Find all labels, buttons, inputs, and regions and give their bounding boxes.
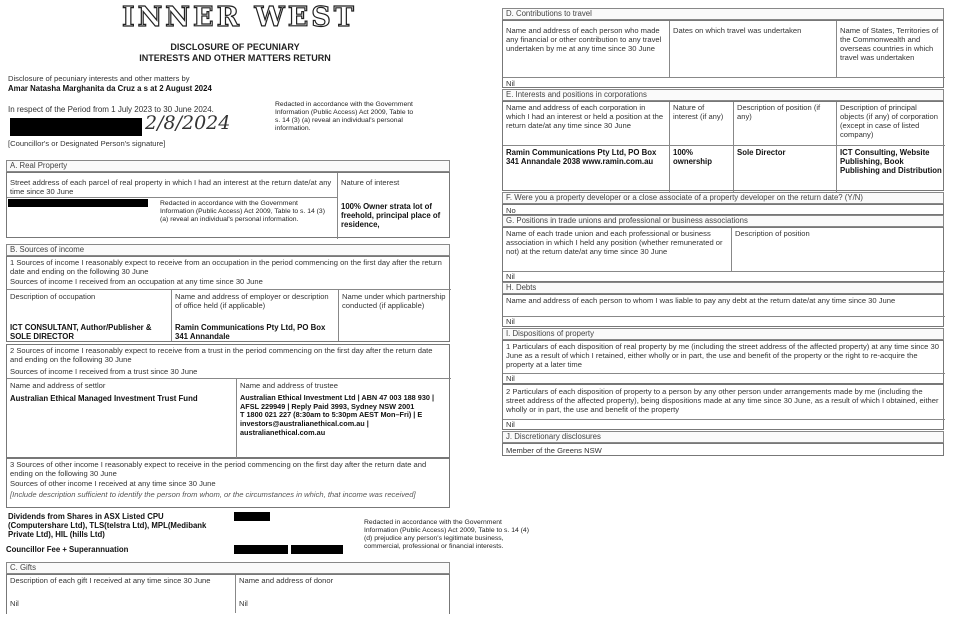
section-b-p2-val2: Australian Ethical Investment Ltd | ABN 47 003 188 930 | AFSL 229949 | Reply Paid 3993, Sydney NSW 2001 T 1800 021 227 (8:30am to 5:30pm AEST Mon–Fri) | E investors@australianethical.com.au | australianethical.com.au (240, 393, 435, 437)
section-b-p2 (6, 344, 450, 458)
section-e-col2: Nature of interest (if any) (673, 103, 724, 121)
section-a-table (6, 172, 450, 238)
fee-redaction-2 (291, 545, 343, 554)
section-e-title: E. Interests and positions in corporations (502, 89, 944, 101)
section-j-table (502, 443, 944, 456)
section-f-val: No (506, 206, 516, 215)
section-b-p1-val2: Ramin Communications Pty Ltd, PO Box 341 Annandale (175, 323, 326, 341)
section-d-val1: Nil (506, 79, 515, 88)
section-g-title: G. Positions in trade unions and professional or business associations (502, 215, 944, 227)
section-b-p1-val1: ICT CONSULTANT, Author/Publisher & SOLE DIRECTOR (10, 323, 152, 341)
section-b-p2-sub: Sources of income I received from a trust since 30 June (10, 367, 198, 376)
section-a-redaction-note: Redacted in accordance with the Government Information (Public Access) Act 2009, Table to s. 14 (3) (a) reveal an individual's personal information. (160, 200, 325, 223)
section-b-p2-heading: 2 Sources of income I reasonably expect to receive from a trust in the period commencing on the first day after the return date and ending on the following 30 June (10, 346, 433, 364)
section-g-col2: Description of position (735, 229, 810, 238)
section-d-col1: Name and address of each person who made any financial or other contribution to any travel undertaken by me at any time since 30 June (506, 26, 662, 53)
section-g-col1: Name of each trade union and each professional or business association in which I held any position (whether remunerated or not) at the return date/at any time since 30 June (506, 229, 723, 256)
section-e-val2: 100% ownership (673, 148, 712, 166)
section-i-p2 (502, 384, 944, 430)
section-g-val: Nil (506, 272, 515, 281)
dividends-redaction (234, 512, 270, 521)
section-b-redaction-note: Redacted in accordance with the Government Information (Public Access) Act 2009, Table to s. 14 (4) (d) prejudice any person's legitimate business, commercial, professional or financial interests. (364, 519, 529, 550)
period-text: In respect of the Period from 1 July 2023 to 30 June 2024. (8, 105, 214, 114)
section-c-title: C. Gifts (6, 562, 450, 574)
section-c-table (6, 574, 450, 614)
fee-redaction-1 (234, 545, 288, 554)
section-b-p1-col2: Name and address of employer or description of office held (if applicable) (175, 292, 329, 310)
signature-date: 2/8/2024 (145, 112, 231, 134)
section-a-col2-header: Nature of interest (341, 178, 400, 187)
section-i-p1-val: Nil (506, 374, 515, 383)
section-b-p3-sub: Sources of other income I received at any time since 30 June (10, 479, 216, 488)
inner-west-logo: INNER WEST (122, 2, 357, 33)
section-b-p1-col3: Name under which partnership conducted (if applicable) (342, 292, 446, 310)
section-f-table (502, 204, 944, 215)
section-b-p3-note: [Include description sufficient to identify the person from whom, or the circumstances in which, that income was received] (10, 490, 416, 499)
section-e-val3: Sole Director (737, 148, 786, 157)
section-h-table (502, 294, 944, 327)
section-i-p1 (502, 340, 944, 384)
section-a-nature: 100% Owner strata lot of freehold, principal place of residence, (341, 202, 441, 229)
section-e-col3: Description of position (if any) (737, 103, 821, 121)
section-e-val4: ICT Consulting, Website Publishing, Book Publishing and Distribution (840, 148, 942, 175)
signature-label: [Councillor's or Designated Person's signature] (8, 139, 166, 148)
section-c-val1: Nil (10, 599, 19, 608)
intro-text: Disclosure of pecuniary interests and other matters by (8, 74, 190, 83)
section-d-col2: Dates on which travel was undertaken (673, 26, 802, 35)
section-d-col3: Name of States, Territories of the Commonwealth and overseas countries in which travel was undertaken (840, 26, 939, 62)
section-e-col1: Name and address of each corporation in which I had an interest or held a position at the return date/at any time since 30 June (506, 103, 664, 130)
section-a-title: A. Real Property (6, 160, 450, 172)
form-title-line1: DISCLOSURE OF PECUNIARY (170, 42, 300, 52)
section-f-title: F. Were you a property developer or a close associate of a property developer on the return date? (Y/N) (502, 192, 944, 204)
section-g-table (502, 227, 944, 282)
section-h-col1: Name and address of each person to whom I was liable to pay any debt at the return date/at any time since 30 June (506, 296, 896, 305)
section-b-p1-sub: Sources of income I received from an occupation at any time since 30 June (10, 277, 263, 286)
section-b-p2-col1: Name and address of settlor (10, 381, 106, 390)
section-e-val1: Ramin Communications Pty Ltd, PO Box 341 Annandale 2038 www.ramin.com.au (506, 148, 657, 166)
section-b-p2-val1: Australian Ethical Managed Investment Trust Fund (10, 394, 198, 403)
section-j-title: J. Discretionary disclosures (502, 431, 944, 443)
dividends-text: Dividends from Shares in ASX Listed CPU (Computershare Ltd), TLS(telstra Ltd), MPL(Medibank Private Ltd), HIL (hills Ltd) (8, 512, 207, 539)
section-b-title: B. Sources of income (6, 244, 450, 256)
section-e-table (502, 101, 944, 191)
councillor-fee: Councillor Fee + Superannuation (6, 545, 129, 554)
section-b-p1-col1: Description of occupation (10, 292, 96, 301)
section-c-col1: Description of each gift I received at any time since 30 June (10, 576, 211, 585)
address-redaction (8, 199, 148, 207)
section-b-p1 (6, 256, 450, 342)
section-e-col4: Description of principal objects (if any) of corporation (except in case of listed company) (840, 103, 938, 139)
signature-redaction (10, 118, 142, 136)
section-i-title: I. Dispositions of property (502, 328, 944, 340)
section-b-p1-heading: 1 Sources of income I reasonably expect to receive from an occupation in the period commencing on the first day after the return date and ending on the following 30 June (10, 258, 442, 276)
section-c-val2: Nil (239, 599, 248, 608)
person-name: Amar Natasha Marghanita da Cruz a s at 2 August 2024 (8, 84, 212, 93)
header-redaction-note: Redacted in accordance with the Government Information (Public Access) Act 2009, Table to s. 14 (3) (a) reveal an individual's personal information. (275, 101, 414, 132)
section-b-p3 (6, 458, 450, 508)
section-c-col2: Name and address of donor (239, 576, 334, 585)
section-d-table (502, 20, 944, 88)
section-i-p2-val: Nil (506, 420, 515, 429)
form-title-line2: INTERESTS AND OTHER MATTERS RETURN (139, 53, 331, 63)
section-i-p1-text: 1 Particulars of each disposition of real property by me (including the street address of the affected property) at any time since 30 June as a result of which I retained, either wholly or in part, the use and benefit of the property or the right to re-acquire the property at a later time (506, 342, 939, 369)
section-a-col1-header: Street address of each parcel of real property in which I had an interest at the return date/at any time since 30 June (10, 178, 332, 196)
section-b-p2-col2: Name and address of trustee (240, 381, 338, 390)
section-h-title: H. Debts (502, 282, 944, 294)
section-d-title: D. Contributions to travel (502, 8, 944, 20)
section-h-val: Nil (506, 317, 515, 326)
section-j-val: Member of the Greens NSW (506, 446, 602, 455)
section-b-p3-heading: 3 Sources of other income I reasonably expect to receive in the period commencing on the first day after the return date and ending on the following 30 June (10, 460, 427, 478)
section-i-p2-text: 2 Particulars of each disposition of property to a person by any other person under arrangements made by me (including the street address of the affected property), being dispositions made at any time since 30 June, as a result of which I obtained, either wholly or in part, the use and benefit of the property (506, 387, 939, 414)
